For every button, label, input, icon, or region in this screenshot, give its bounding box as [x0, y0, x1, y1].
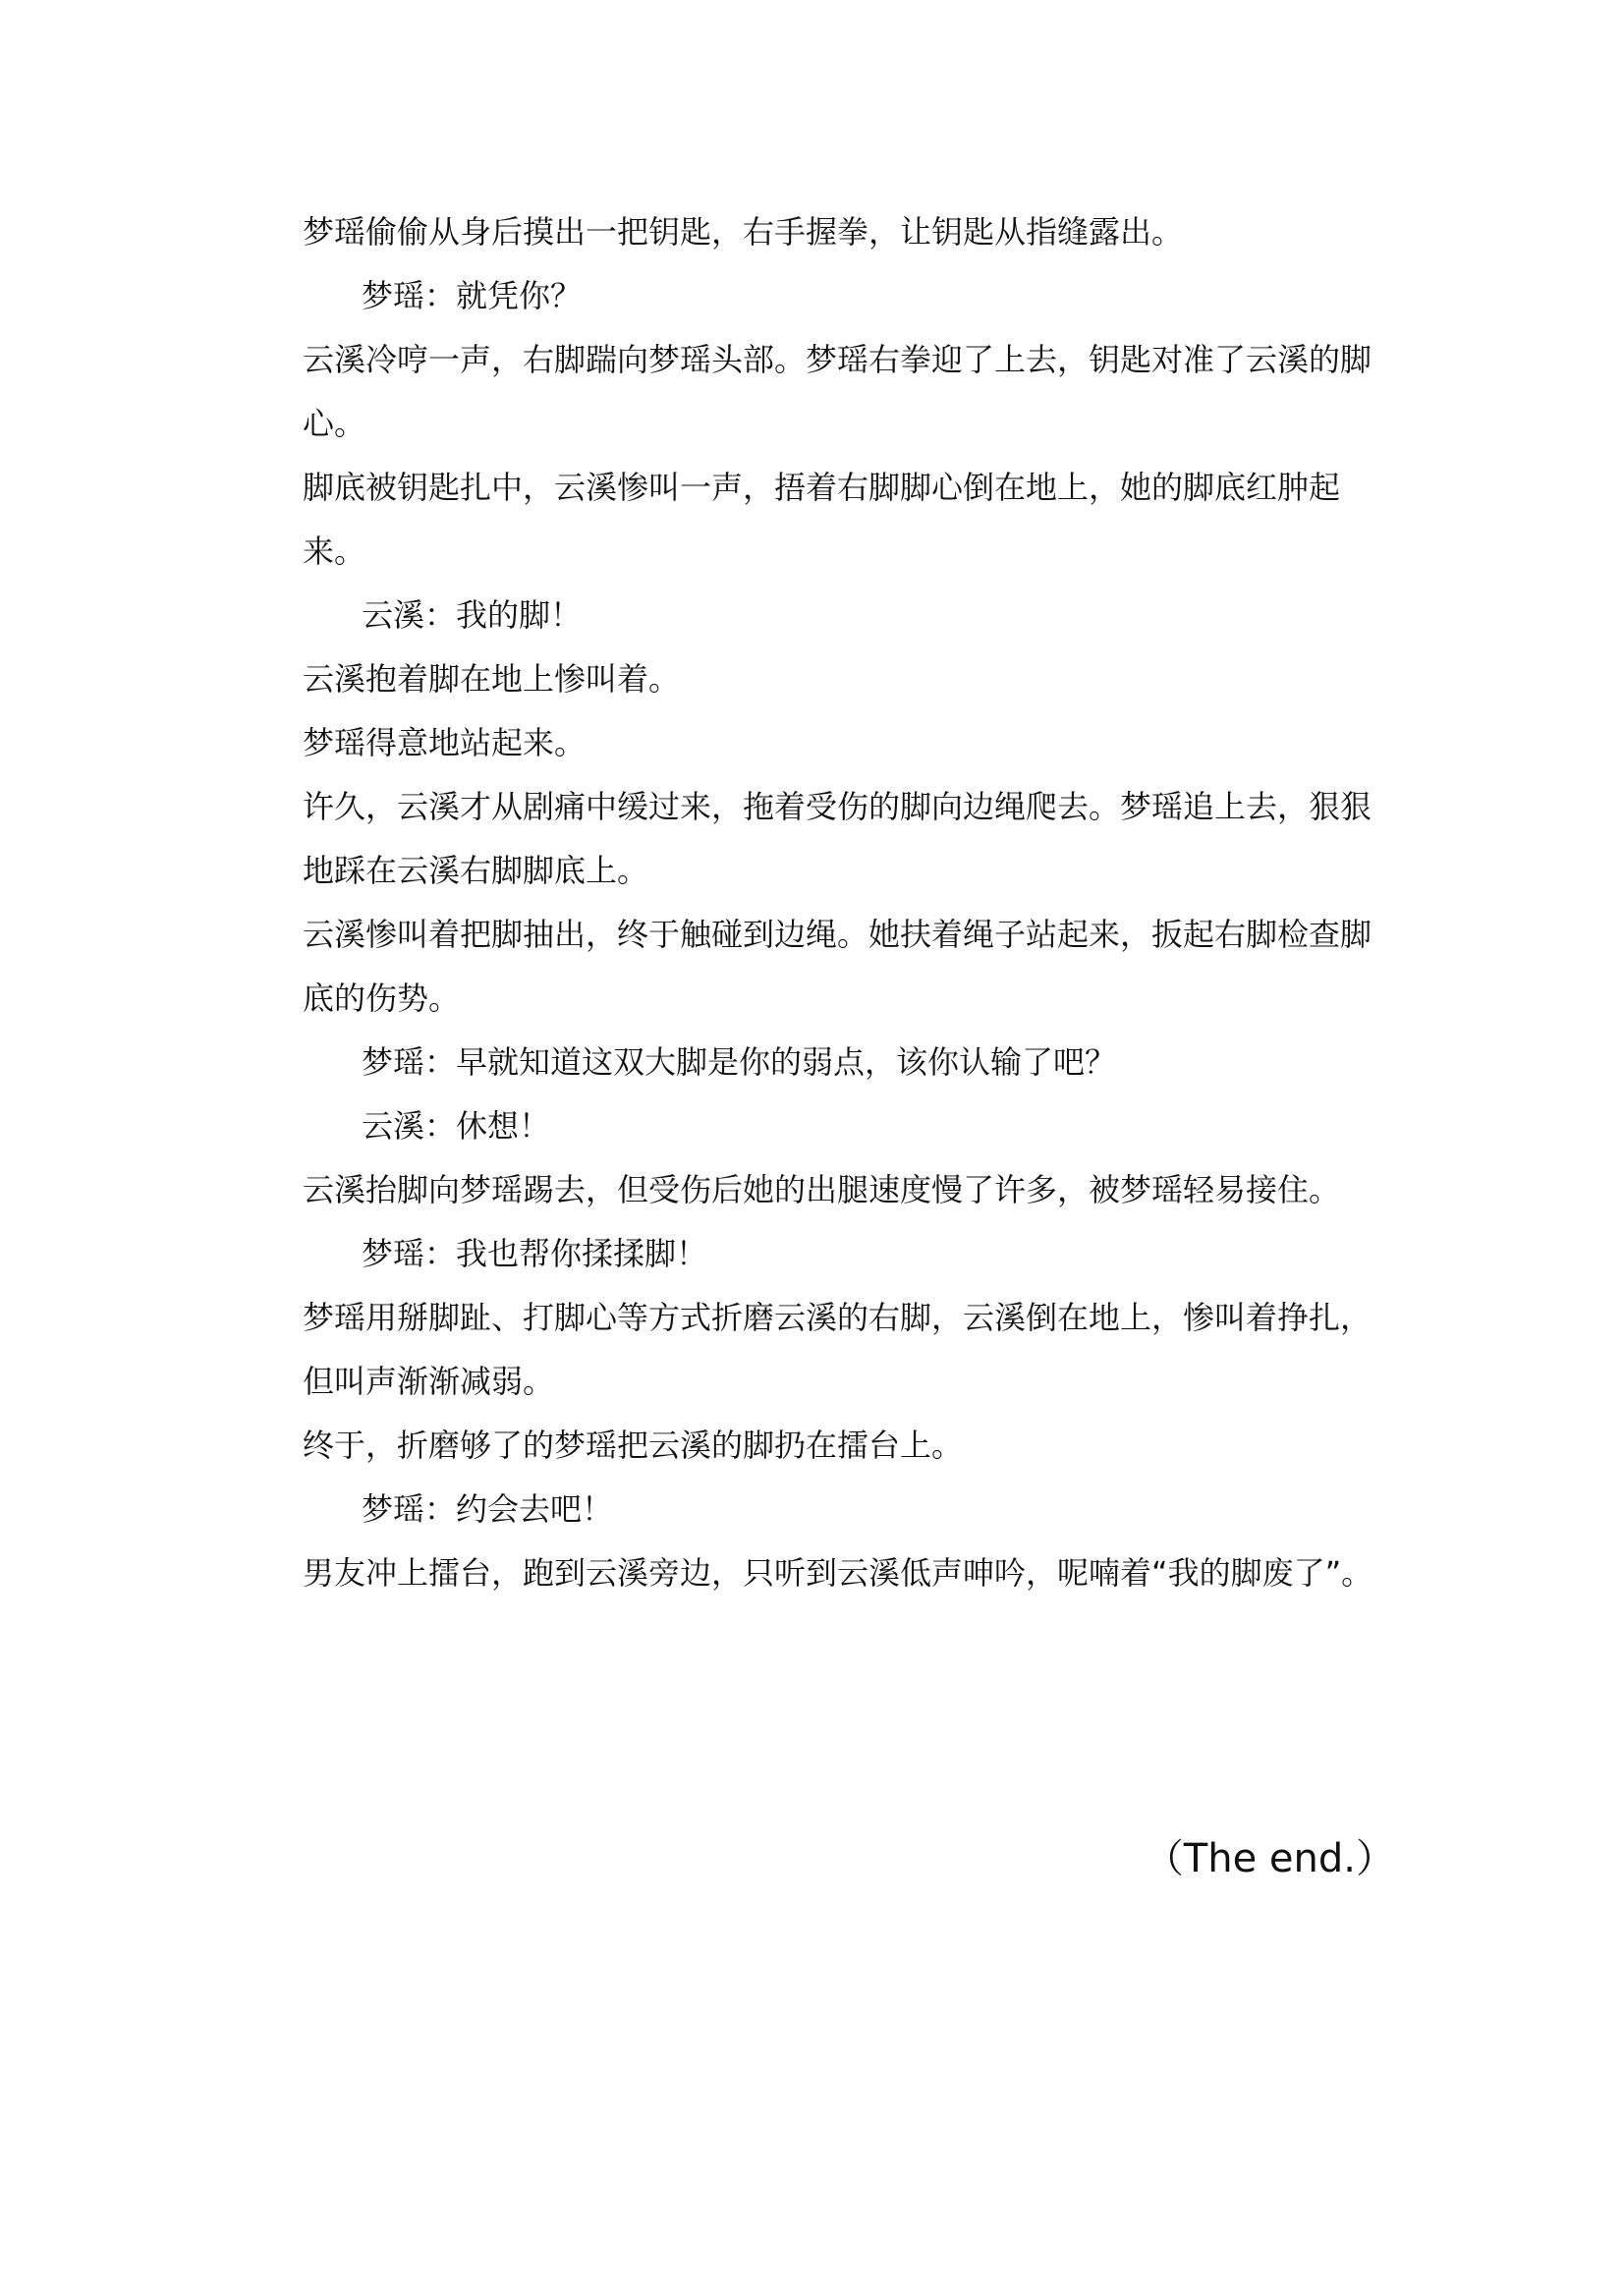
dialogue-line: 云溪：我的脚！ [362, 596, 583, 634]
story-body [303, 200, 1399, 1605]
dialogue-line: 云溪：休想！ [362, 1107, 551, 1145]
narration-paragraph: 梦瑶用掰脚趾、打脚心等方式折磨云溪的右脚，云溪倒在地上，惨叫着挣扎，但叫声渐渐减弱。 [303, 1299, 1372, 1400]
narration-paragraph: 梦瑶得意地站起来。 [303, 724, 587, 761]
dialogue-line: 梦瑶：早就知道这双大脚是你的弱点，该你认输了吧？ [362, 1043, 1117, 1081]
end-mark: （The end.） [1144, 1836, 1395, 1881]
narration-paragraph: 云溪抬脚向梦瑶踢去，但受伤后她的出腿速度慢了许多，被梦瑶轻易接住。 [303, 1171, 1341, 1208]
narration-paragraph: 云溪惨叫着把脚抽出，终于触碰到边绳。她扶着绳子站起来，扳起右脚检查脚底的伤势。 [303, 916, 1372, 1017]
narration-paragraph: 梦瑶偷偷从身后摸出一把钥匙，右手握拳，让钥匙从指缝露出。 [303, 213, 1184, 251]
dialogue-line: 梦瑶：约会去吧！ [362, 1490, 614, 1528]
narration-paragraph: 脚底被钥匙扎中，云溪惨叫一声，捂着右脚脚心倒在地上，她的脚底红肿起来。 [303, 469, 1341, 570]
narration-paragraph: 云溪冷哼一声，右脚踹向梦瑶头部。梦瑶右拳迎了上去，钥匙对准了云溪的脚心。 [303, 341, 1372, 442]
dialogue-line: 梦瑶：我也帮你揉揉脚！ [362, 1235, 708, 1272]
narration-paragraph: 许久，云溪才从剧痛中缓过来，拖着受伤的脚向边绳爬去。梦瑶追上去，狠狠地踩在云溪右脚脚底上。 [303, 788, 1372, 889]
narration-paragraph: 终于，折磨够了的梦瑶把云溪的脚扔在擂台上。 [303, 1427, 964, 1464]
dialogue-line: 梦瑶：就凭你？ [362, 277, 583, 314]
narration-paragraph: 男友冲上擂台，跑到云溪旁边，只听到云溪低声呻吟，呢喃着“我的脚废了”。 [303, 1554, 1373, 1592]
narration-paragraph: 云溪抱着脚在地上惨叫着。 [303, 660, 681, 698]
